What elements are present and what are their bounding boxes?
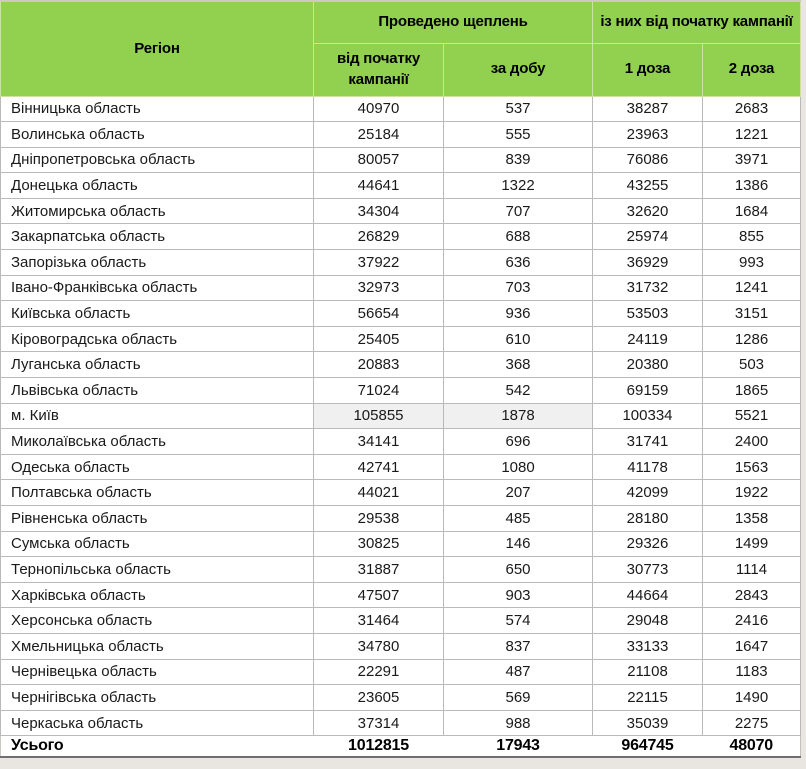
total-row bbox=[1, 736, 801, 758]
table-row bbox=[1, 275, 801, 301]
per-day-cell: 207 bbox=[444, 480, 593, 506]
dose2-cell: 2843 bbox=[703, 582, 801, 608]
dose1-cell: 28180 bbox=[593, 506, 703, 532]
table-row bbox=[1, 633, 801, 659]
table-row bbox=[1, 659, 801, 685]
per-day-cell: 703 bbox=[444, 275, 593, 301]
table-row bbox=[1, 454, 801, 480]
region-cell: Миколаївська область bbox=[1, 429, 314, 455]
dose2-cell: 1358 bbox=[703, 506, 801, 532]
header-per-day: за добу bbox=[444, 43, 593, 96]
dose2-cell: 1241 bbox=[703, 275, 801, 301]
since-start-cell: 32973 bbox=[314, 275, 444, 301]
dose2-cell: 1221 bbox=[703, 122, 801, 148]
table-row bbox=[1, 685, 801, 711]
table-row bbox=[1, 173, 801, 199]
dose1-cell: 30773 bbox=[593, 557, 703, 583]
region-cell: Полтавська область bbox=[1, 480, 314, 506]
region-cell: Вінницька область bbox=[1, 96, 314, 122]
since-start-cell: 31887 bbox=[314, 557, 444, 583]
since-start-cell: 44021 bbox=[314, 480, 444, 506]
dose1-cell: 24119 bbox=[593, 326, 703, 352]
dose1-cell: 100334 bbox=[593, 403, 703, 429]
per-day-cell: 1878 bbox=[444, 403, 593, 429]
table-header bbox=[1, 1, 801, 96]
total-since-start: 1012815 bbox=[314, 736, 444, 758]
per-day-cell: 688 bbox=[444, 224, 593, 250]
table-body bbox=[1, 96, 801, 736]
table-row bbox=[1, 326, 801, 352]
per-day-cell: 487 bbox=[444, 659, 593, 685]
dose2-cell: 855 bbox=[703, 224, 801, 250]
region-cell: Дніпропетровська область bbox=[1, 147, 314, 173]
per-day-cell: 936 bbox=[444, 301, 593, 327]
dose1-cell: 76086 bbox=[593, 147, 703, 173]
per-day-cell: 146 bbox=[444, 531, 593, 557]
per-day-cell: 610 bbox=[444, 326, 593, 352]
region-cell: Одеська область bbox=[1, 454, 314, 480]
per-day-cell: 636 bbox=[444, 250, 593, 276]
since-start-cell: 40970 bbox=[314, 96, 444, 122]
dose1-cell: 25974 bbox=[593, 224, 703, 250]
per-day-cell: 1322 bbox=[444, 173, 593, 199]
dose1-cell: 36929 bbox=[593, 250, 703, 276]
dose1-cell: 29326 bbox=[593, 531, 703, 557]
per-day-cell: 839 bbox=[444, 147, 593, 173]
since-start-cell: 25405 bbox=[314, 326, 444, 352]
per-day-cell: 537 bbox=[444, 96, 593, 122]
total-label: Усього bbox=[1, 736, 314, 758]
dose1-cell: 38287 bbox=[593, 96, 703, 122]
table-row bbox=[1, 96, 801, 122]
dose2-cell: 3151 bbox=[703, 301, 801, 327]
dose1-cell: 23963 bbox=[593, 122, 703, 148]
dose1-cell: 31732 bbox=[593, 275, 703, 301]
per-day-cell: 555 bbox=[444, 122, 593, 148]
per-day-cell: 650 bbox=[444, 557, 593, 583]
table-row bbox=[1, 506, 801, 532]
since-start-cell: 37314 bbox=[314, 710, 444, 736]
region-cell: Київська область bbox=[1, 301, 314, 327]
table-row bbox=[1, 531, 801, 557]
per-day-cell: 903 bbox=[444, 582, 593, 608]
region-cell: Харківська область bbox=[1, 582, 314, 608]
per-day-cell: 485 bbox=[444, 506, 593, 532]
dose1-cell: 69159 bbox=[593, 378, 703, 404]
since-start-cell: 22291 bbox=[314, 659, 444, 685]
table-row bbox=[1, 608, 801, 634]
per-day-cell: 988 bbox=[444, 710, 593, 736]
header-dose1: 1 доза bbox=[593, 43, 703, 96]
since-start-cell: 26829 bbox=[314, 224, 444, 250]
table-row bbox=[1, 224, 801, 250]
since-start-cell: 23605 bbox=[314, 685, 444, 711]
per-day-cell: 574 bbox=[444, 608, 593, 634]
dose2-cell: 1286 bbox=[703, 326, 801, 352]
table-row bbox=[1, 710, 801, 736]
since-start-cell: 25184 bbox=[314, 122, 444, 148]
region-cell: Херсонська область bbox=[1, 608, 314, 634]
dose2-cell: 1386 bbox=[703, 173, 801, 199]
total-dose1: 964745 bbox=[593, 736, 703, 758]
since-start-cell: 42741 bbox=[314, 454, 444, 480]
region-cell: Чернігівська область bbox=[1, 685, 314, 711]
region-cell: Івано-Франківська область bbox=[1, 275, 314, 301]
per-day-cell: 837 bbox=[444, 633, 593, 659]
dose1-cell: 29048 bbox=[593, 608, 703, 634]
region-cell: Черкаська область bbox=[1, 710, 314, 736]
per-day-cell: 569 bbox=[444, 685, 593, 711]
dose1-cell: 53503 bbox=[593, 301, 703, 327]
since-start-cell: 80057 bbox=[314, 147, 444, 173]
dose2-cell: 1922 bbox=[703, 480, 801, 506]
table-row bbox=[1, 250, 801, 276]
dose2-cell: 1865 bbox=[703, 378, 801, 404]
dose2-cell: 2275 bbox=[703, 710, 801, 736]
since-start-cell: 105855 bbox=[314, 403, 444, 429]
table-row bbox=[1, 147, 801, 173]
table-footer bbox=[1, 736, 801, 758]
per-day-cell: 1080 bbox=[444, 454, 593, 480]
table-row bbox=[1, 557, 801, 583]
header-group-campaign: із них від початку кампанії bbox=[593, 1, 801, 43]
dose2-cell: 1684 bbox=[703, 198, 801, 224]
since-start-cell: 56654 bbox=[314, 301, 444, 327]
region-cell: Волинська область bbox=[1, 122, 314, 148]
dose1-cell: 44664 bbox=[593, 582, 703, 608]
dose2-cell: 1499 bbox=[703, 531, 801, 557]
table-row bbox=[1, 352, 801, 378]
dose1-cell: 43255 bbox=[593, 173, 703, 199]
dose2-cell: 2683 bbox=[703, 96, 801, 122]
dose1-cell: 32620 bbox=[593, 198, 703, 224]
region-cell: Чернівецька область bbox=[1, 659, 314, 685]
dose1-cell: 21108 bbox=[593, 659, 703, 685]
dose2-cell: 3971 bbox=[703, 147, 801, 173]
since-start-cell: 34141 bbox=[314, 429, 444, 455]
region-cell: Луганська область bbox=[1, 352, 314, 378]
region-cell: Рівненська область bbox=[1, 506, 314, 532]
region-cell: Хмельницька область bbox=[1, 633, 314, 659]
per-day-cell: 707 bbox=[444, 198, 593, 224]
dose2-cell: 503 bbox=[703, 352, 801, 378]
header-since-start: від початку кампанії bbox=[314, 43, 444, 96]
since-start-cell: 44641 bbox=[314, 173, 444, 199]
per-day-cell: 542 bbox=[444, 378, 593, 404]
total-dose2: 48070 bbox=[703, 736, 801, 758]
table-row bbox=[1, 582, 801, 608]
dose2-cell: 1563 bbox=[703, 454, 801, 480]
dose2-cell: 1183 bbox=[703, 659, 801, 685]
since-start-cell: 29538 bbox=[314, 506, 444, 532]
dose1-cell: 31741 bbox=[593, 429, 703, 455]
since-start-cell: 20883 bbox=[314, 352, 444, 378]
dose1-cell: 41178 bbox=[593, 454, 703, 480]
since-start-cell: 34780 bbox=[314, 633, 444, 659]
dose1-cell: 22115 bbox=[593, 685, 703, 711]
dose2-cell: 1114 bbox=[703, 557, 801, 583]
total-per-day: 17943 bbox=[444, 736, 593, 758]
table-row bbox=[1, 429, 801, 455]
header-region: Регіон bbox=[1, 1, 314, 96]
region-cell: Львівська область bbox=[1, 378, 314, 404]
dose2-cell: 993 bbox=[703, 250, 801, 276]
region-cell: Запорізька область bbox=[1, 250, 314, 276]
dose2-cell: 2400 bbox=[703, 429, 801, 455]
header-group-vaccinations: Проведено щеплень bbox=[314, 1, 593, 43]
table-row bbox=[1, 198, 801, 224]
region-cell: м. Київ bbox=[1, 403, 314, 429]
table-row bbox=[1, 480, 801, 506]
dose1-cell: 35039 bbox=[593, 710, 703, 736]
dose2-cell: 5521 bbox=[703, 403, 801, 429]
dose1-cell: 33133 bbox=[593, 633, 703, 659]
since-start-cell: 30825 bbox=[314, 531, 444, 557]
per-day-cell: 696 bbox=[444, 429, 593, 455]
per-day-cell: 368 bbox=[444, 352, 593, 378]
region-cell: Закарпатська область bbox=[1, 224, 314, 250]
header-dose2: 2 доза bbox=[703, 43, 801, 96]
dose2-cell: 1647 bbox=[703, 633, 801, 659]
since-start-cell: 47507 bbox=[314, 582, 444, 608]
since-start-cell: 31464 bbox=[314, 608, 444, 634]
dose1-cell: 20380 bbox=[593, 352, 703, 378]
since-start-cell: 37922 bbox=[314, 250, 444, 276]
dose1-cell: 42099 bbox=[593, 480, 703, 506]
region-cell: Кіровоградська область bbox=[1, 326, 314, 352]
region-cell: Сумська область bbox=[1, 531, 314, 557]
since-start-cell: 34304 bbox=[314, 198, 444, 224]
table-row bbox=[1, 378, 801, 404]
table-row bbox=[1, 403, 801, 429]
table-row bbox=[1, 122, 801, 148]
region-cell: Тернопільська область bbox=[1, 557, 314, 583]
region-cell: Житомирська область bbox=[1, 198, 314, 224]
since-start-cell: 71024 bbox=[314, 378, 444, 404]
dose2-cell: 2416 bbox=[703, 608, 801, 634]
dose2-cell: 1490 bbox=[703, 685, 801, 711]
table-row bbox=[1, 301, 801, 327]
region-cell: Донецька область bbox=[1, 173, 314, 199]
